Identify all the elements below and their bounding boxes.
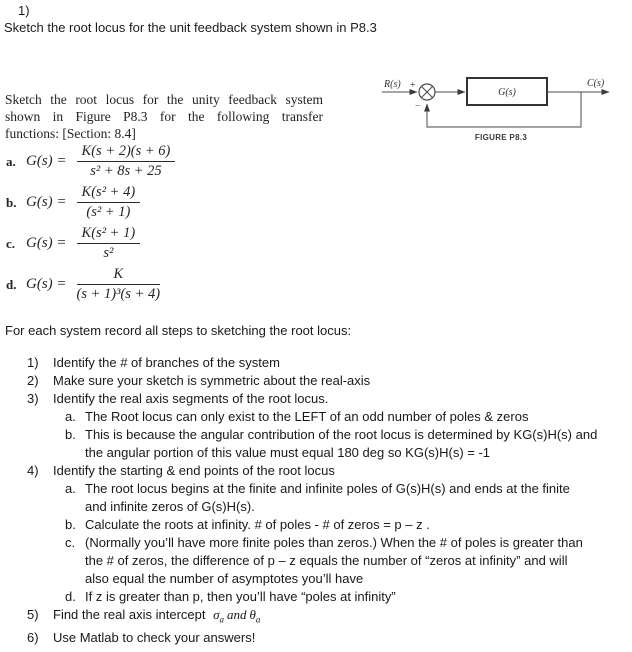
step-number: 2) — [27, 373, 39, 388]
step-number: 4) — [27, 463, 39, 478]
sub-item-letter: a. — [65, 481, 76, 496]
sigma-symbol: σ — [213, 607, 220, 622]
sub-item-text: (Normally you’ll have more finite poles than zeros.) When the # of poles is greater than — [85, 535, 583, 550]
tf-lhs: G(s) = — [26, 276, 67, 292]
problem-statement — [5, 91, 323, 142]
sub-item-3b — [65, 426, 631, 462]
transfer-function-list — [6, 143, 175, 307]
statement-line: Sketch the root locus for the unity feedback system — [5, 92, 323, 107]
transfer-function-item — [6, 184, 175, 221]
tf-lhs: G(s) = — [26, 235, 67, 251]
sub-item-letter: a. — [65, 409, 76, 424]
statement-line: functions: [Section: 8.4] — [5, 126, 136, 141]
tf-lhs: G(s) = — [26, 153, 67, 169]
plus-sign: + — [410, 80, 416, 91]
sub-item-3a — [65, 408, 631, 426]
step-item-3 — [5, 390, 631, 462]
step-number: 3) — [27, 391, 39, 406]
step-item-1 — [5, 354, 631, 372]
step-text: Identify the starting & end points of the root locus — [53, 463, 335, 478]
tf-numerator: K(s² + 4) — [77, 184, 141, 203]
problem-number: 1) — [18, 3, 30, 18]
steps-section — [5, 322, 631, 647]
step-text: Make sure your sketch is symmetric about the real-axis — [53, 373, 371, 388]
tf-numerator: K(s + 2)(s + 6) — [77, 143, 176, 162]
tf-fraction — [77, 266, 161, 303]
sigma-subscript: a — [219, 614, 225, 625]
tf-numerator: K(s² + 1) — [77, 225, 141, 244]
tf-item-label: b. — [6, 194, 17, 210]
math-and: and — [227, 607, 247, 622]
step-number: 5) — [27, 607, 39, 622]
step-5-text: Find the real axis intercept — [53, 607, 206, 622]
steps-intro: For each system record all steps to sketching the root locus: — [5, 323, 352, 338]
step-item-4 — [5, 462, 631, 606]
input-signal-label: R(s) — [384, 79, 401, 90]
tf-denominator: (s² + 1) — [86, 204, 131, 220]
statement-line: shown in Figure P8.3 for the following transfer — [5, 109, 323, 124]
sub-item-text: Calculate the roots at infinity. # of poles - # of zeros = p – z . — [85, 517, 430, 532]
figure-caption: FIGURE P8.3 — [474, 133, 528, 142]
sub-item-text: the # of zeros, the difference of p – z equals the number of “zeros at infinity” and will — [85, 553, 568, 568]
tf-denominator: s² + 8s + 25 — [90, 163, 162, 179]
real-axis-intercept-math — [213, 607, 261, 625]
theta-subscript: a — [255, 614, 261, 625]
tf-item-label: d. — [6, 276, 17, 292]
minus-sign: − — [415, 101, 421, 112]
step-item-2 — [5, 372, 631, 390]
step-item-5 — [5, 606, 631, 629]
step-3-sublist — [65, 408, 631, 462]
block-diagram-figure — [378, 62, 632, 146]
step-text: Identify the # of branches of the system — [53, 355, 280, 370]
sub-item-4b — [65, 516, 631, 534]
step-number: 1) — [27, 355, 39, 370]
tf-lhs: G(s) = — [26, 194, 67, 210]
sub-item-text: The root locus begins at the finite and infinite poles of G(s)H(s) and ends at the finite — [85, 481, 570, 496]
transfer-function-item — [6, 225, 175, 262]
step-item-6 — [5, 629, 631, 647]
sub-item-text: the angular portion of this value must equal 180 deg so KG(s)H(s) = -1 — [85, 445, 491, 460]
page-title: Sketch the root locus for the unit feedback system shown in P8.3 — [4, 20, 377, 35]
step-number: 6) — [27, 629, 39, 645]
tf-item-label: c. — [6, 235, 16, 251]
tf-fraction — [77, 184, 141, 221]
tf-denominator: (s + 1)³(s + 4) — [76, 286, 161, 302]
theta-symbol: θ — [249, 607, 256, 622]
sub-item-4a — [65, 480, 631, 516]
sub-item-4c — [65, 534, 631, 588]
step-text: Use Matlab to check your answers! — [53, 629, 256, 645]
tf-fraction — [77, 143, 176, 180]
sub-item-text: If z is greater than p, then you’ll have “poles at infinity” — [85, 589, 396, 604]
step-text — [53, 606, 631, 629]
block-diagram — [378, 62, 632, 151]
tf-numerator: K — [77, 266, 161, 285]
sub-item-text: The Root locus can only exist to the LEFT of an odd number of poles & zeros — [85, 409, 529, 424]
sub-item-letter: d. — [65, 589, 76, 604]
sub-item-letter: b. — [65, 427, 76, 442]
tf-denominator: s² — [103, 245, 114, 261]
output-signal-label: C(s) — [587, 78, 605, 89]
step-4-sublist — [65, 480, 631, 606]
transfer-function-item — [6, 266, 175, 303]
sub-item-letter: b. — [65, 517, 76, 532]
sub-item-text: also equal the number of asymptotes you’ll have — [85, 571, 364, 586]
plant-block-label: G(s) — [498, 87, 516, 98]
tf-fraction — [77, 225, 141, 262]
sub-item-letter: c. — [65, 535, 76, 550]
transfer-function-item — [6, 143, 175, 180]
tf-item-label: a. — [6, 153, 16, 169]
sub-item-text: This is because the angular contribution of the root locus is determined by KG(s)H(s) and — [85, 427, 598, 442]
sub-item-4d — [65, 588, 631, 606]
sub-item-text: and infinite zeros of G(s)H(s). — [85, 499, 255, 514]
step-text: Identify the real axis segments of the root locus. — [53, 391, 329, 406]
